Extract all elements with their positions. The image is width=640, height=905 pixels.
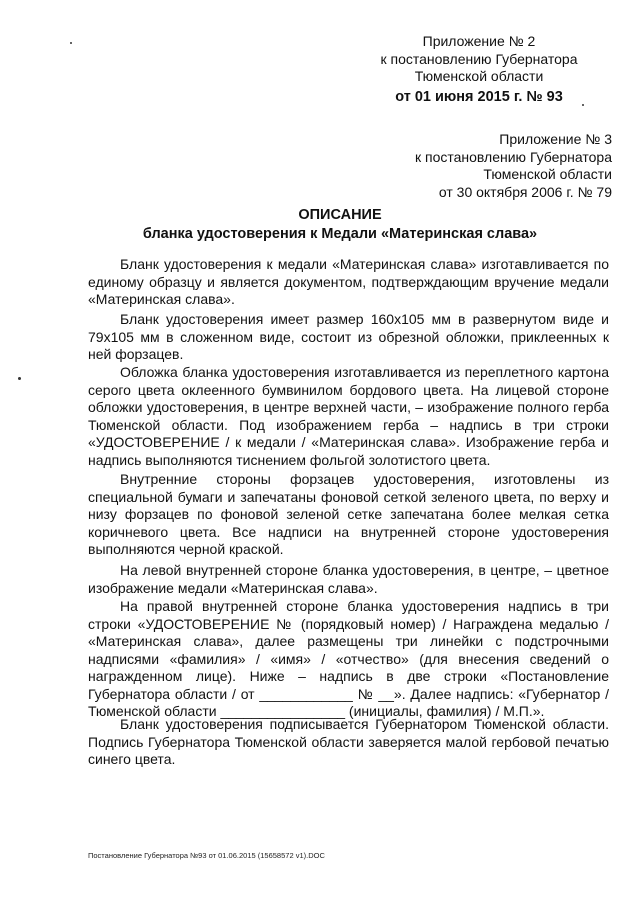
paragraph-3: Обложка бланка удостоверения изготавливается из переплетного картона серого цвета оклеенного бумвинилом бордового цвета. На лицевой стороне обложки удостоверения, в центре верхней части, – изображение полного герба Тюменской области. Под изображением герба – надпись в три строки «УДОСТОВЕРЕНИЕ / к медали / «Материнская слава». Изображение герба и надпись выполняются тиснением фольгой золотистого цвета. <box>88 364 609 468</box>
appendix-2-line-2: к постановлению Губернатора <box>380 50 578 67</box>
paragraph-4: Внутренние стороны форзацев удостоверения, изготовлены из специальной бумаги и запечатаны фоновой сеткой зеленого цвета, по верху и низу форзацев по фоновой зеленой сетке запечатана более мелкая сетка коричневого цвета. Все надписи на внутренней стороне удостоверения выполняются черной краской. <box>88 471 609 557</box>
appendix-2-header <box>368 33 590 106</box>
appendix-2-line-4: от 01 июня 2015 г. № 93 <box>395 88 563 105</box>
scan-speck <box>18 377 21 380</box>
paragraph-1: Бланк удостоверения к медали «Материнская слава» изготавливается по единому образцу и является документом, подтверждающим вручение медали «Материнская слава». <box>88 256 609 307</box>
appendix-3-header <box>400 131 612 201</box>
appendix-3-line-3: Тюменской области <box>483 166 612 182</box>
appendix-2-line-3: Тюменской области <box>414 68 544 84</box>
document-footer: Постановление Губернатора №93 от 01.06.2015 (15658572 v1).DOC <box>88 851 325 860</box>
scan-speck <box>582 104 584 106</box>
appendix-3-line-2: к постановлению Губернатора <box>414 148 612 165</box>
paragraph-2: Бланк удостоверения имеет размер 160х105 мм в развернутом виде и 79х105 мм в сложенном виде, состоит из обрезной обложки, приклеенных к ней форзацев. <box>88 311 609 362</box>
paragraph-7: Бланк удостоверения подписывается Губернатором Тюменской области. Подпись Губернатора Тюменской области заверяется малой гербовой печатью синего цвета. <box>88 716 609 767</box>
appendix-3-line-4: от 30 октября 2006 г. № 79 <box>438 183 612 200</box>
appendix-2-line-1: Приложение № 2 <box>422 33 536 49</box>
document-subtitle: бланка удостоверения к Медали «Материнская слава» <box>142 226 538 242</box>
document-title: ОПИСАНИЕ <box>298 207 382 223</box>
scan-speck <box>70 42 72 44</box>
paragraph-5: На левой внутренней стороне бланка удостоверения, в центре, – цветное изображение медали «Материнская слава». <box>88 562 609 596</box>
appendix-3-line-1: Приложение № 3 <box>499 131 612 147</box>
paragraph-6: На правой внутренней стороне бланка удостоверения надпись в три строки «УДОСТОВЕРЕНИЕ № (порядковый номер) / Награждена медалью / «Материнская слава», далее размещены три линейки с подстрочными надписями «фамилия» / «имя» / «отчество» (для внесения сведений о награжденном лице). Ниже – надпись в две строки «Постановление Губернатора области / от ____________ № __». Далее надпись: «Губернатор / Тюменской области ________________ (инициалы, фамилия) / М.П.». <box>88 598 609 719</box>
